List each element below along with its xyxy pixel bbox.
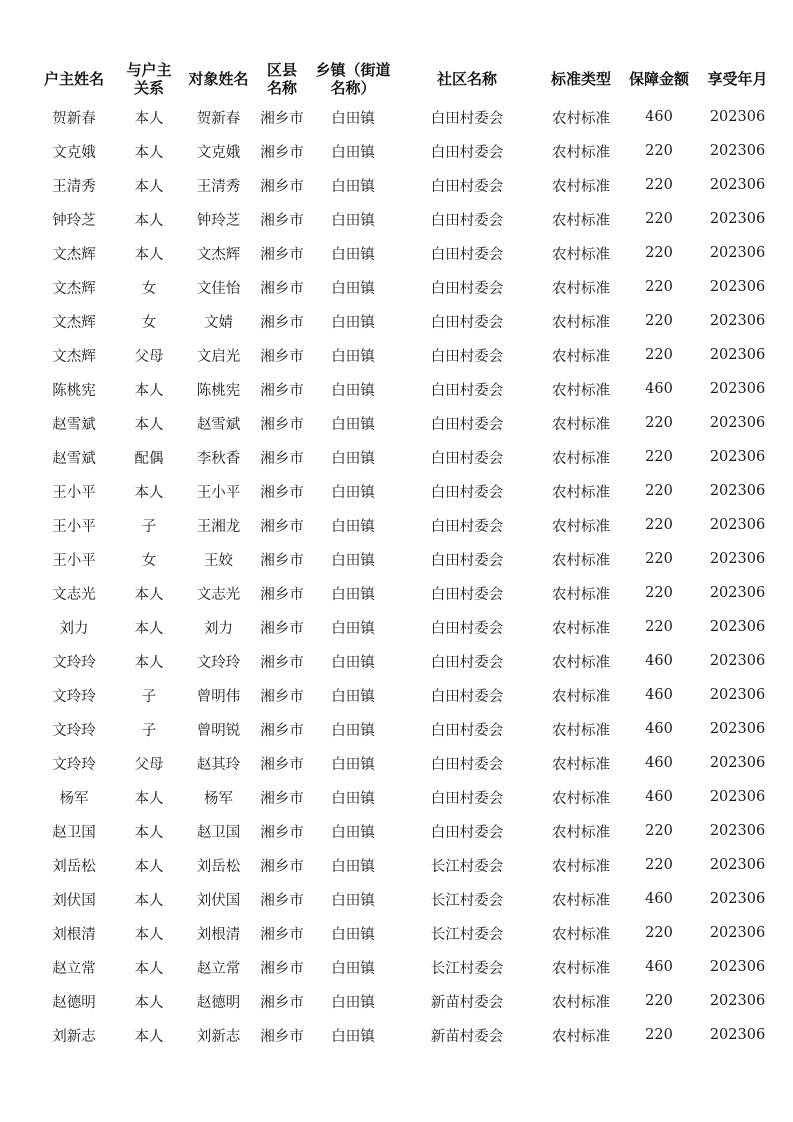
amount-cell: 220 [645, 857, 673, 873]
subsidy-roster-table [30, 58, 784, 1052]
town-cell: 白田镇 [331, 382, 375, 399]
town-cell: 白田镇 [331, 790, 375, 807]
town-cell: 白田镇 [331, 144, 375, 161]
table-row [30, 134, 784, 168]
town-cell: 白田镇 [331, 654, 375, 671]
town-cell: 白田镇 [331, 416, 375, 433]
year-month-cell: 202306 [709, 109, 766, 125]
year-month-cell: 202306 [709, 449, 766, 465]
year-month-cell: 202306 [709, 517, 766, 533]
table-header-row [30, 58, 784, 100]
standard-type-cell: 农村标准 [552, 960, 610, 977]
relation-cell: 女 [141, 314, 157, 331]
recipient-name-cell: 文志光 [196, 586, 241, 603]
standard-type-cell: 农村标准 [552, 926, 610, 943]
community-cell: 白田村委会 [430, 314, 504, 331]
community-cell: 白田村委会 [430, 280, 504, 297]
town-cell: 白田镇 [331, 1028, 375, 1045]
relation-cell: 本人 [134, 960, 164, 977]
relation-cell: 子 [141, 518, 157, 535]
household-head-cell: 刘新志 [52, 1028, 96, 1045]
relation-cell: 子 [141, 722, 157, 739]
household-head-cell: 文杰辉 [52, 280, 96, 297]
table-row [30, 338, 784, 372]
standard-type-cell: 农村标准 [552, 382, 610, 399]
town-cell: 白田镇 [331, 110, 375, 127]
standard-type-cell: 农村标准 [552, 824, 610, 841]
town-cell: 白田镇 [331, 756, 375, 773]
relation-cell: 父母 [134, 756, 164, 773]
year-month-cell: 202306 [709, 279, 766, 295]
recipient-name-cell: 王姣 [204, 552, 233, 569]
header-recipient-name: 对象姓名 [188, 70, 249, 88]
district-cell: 湘乡市 [260, 110, 304, 127]
district-cell: 湘乡市 [260, 314, 304, 331]
town-cell: 白田镇 [331, 450, 375, 467]
relation-cell: 本人 [134, 178, 164, 195]
district-cell: 湘乡市 [260, 484, 304, 501]
community-cell: 长江村委会 [430, 960, 504, 977]
district-cell: 湘乡市 [260, 756, 304, 773]
standard-type-cell: 农村标准 [552, 790, 610, 807]
year-month-cell: 202306 [709, 959, 766, 975]
year-month-cell: 202306 [709, 823, 766, 839]
amount-cell: 220 [645, 449, 673, 465]
amount-cell: 220 [645, 823, 673, 839]
town-cell: 白田镇 [331, 314, 375, 331]
community-cell: 白田村委会 [430, 790, 504, 807]
household-head-cell: 陈桃宪 [52, 382, 96, 399]
town-cell: 白田镇 [331, 280, 375, 297]
header-standard-type: 标准类型 [550, 70, 611, 88]
relation-cell: 本人 [134, 858, 164, 875]
recipient-name-cell: 刘岳松 [196, 858, 241, 875]
household-head-cell: 文杰辉 [52, 246, 96, 263]
household-head-cell: 文志光 [52, 586, 96, 603]
district-cell: 湘乡市 [260, 1028, 304, 1045]
amount-cell: 220 [645, 347, 673, 363]
community-cell: 白田村委会 [430, 212, 504, 229]
district-cell: 湘乡市 [260, 382, 304, 399]
community-cell: 白田村委会 [430, 348, 504, 365]
recipient-name-cell: 赵德明 [196, 994, 241, 1011]
district-cell: 湘乡市 [260, 926, 304, 943]
year-month-cell: 202306 [709, 347, 766, 363]
town-cell: 白田镇 [331, 178, 375, 195]
year-month-cell: 202306 [709, 143, 766, 159]
amount-cell: 220 [645, 177, 673, 193]
relation-cell: 本人 [134, 382, 164, 399]
recipient-name-cell: 曾明伟 [196, 688, 241, 705]
community-cell: 白田村委会 [430, 722, 504, 739]
recipient-name-cell: 赵雪斌 [196, 416, 241, 433]
recipient-name-cell: 李秋香 [196, 450, 241, 467]
standard-type-cell: 农村标准 [552, 654, 610, 671]
standard-type-cell: 农村标准 [552, 110, 610, 127]
standard-type-cell: 农村标准 [552, 212, 610, 229]
household-head-cell: 王小平 [52, 484, 96, 501]
relation-cell: 本人 [134, 586, 164, 603]
amount-cell: 220 [645, 245, 673, 261]
community-cell: 白田村委会 [430, 382, 504, 399]
header-household-head: 户主姓名 [43, 70, 104, 88]
table-row [30, 236, 784, 270]
community-cell: 白田村委会 [430, 688, 504, 705]
standard-type-cell: 农村标准 [552, 246, 610, 263]
household-head-cell: 王小平 [52, 518, 96, 535]
community-cell: 白田村委会 [430, 144, 504, 161]
community-cell: 白田村委会 [430, 756, 504, 773]
household-head-cell: 王小平 [52, 552, 96, 569]
amount-cell: 460 [645, 109, 673, 125]
year-month-cell: 202306 [709, 1027, 766, 1043]
household-head-cell: 文杰辉 [52, 348, 96, 365]
recipient-name-cell: 赵卫国 [196, 824, 241, 841]
relation-cell: 子 [141, 688, 157, 705]
amount-cell: 220 [645, 517, 673, 533]
table-row [30, 202, 784, 236]
amount-cell: 460 [645, 789, 673, 805]
table-row [30, 610, 784, 644]
town-cell: 白田镇 [331, 824, 375, 841]
year-month-cell: 202306 [709, 211, 766, 227]
standard-type-cell: 农村标准 [552, 484, 610, 501]
amount-cell: 460 [645, 891, 673, 907]
recipient-name-cell: 赵立常 [196, 960, 241, 977]
standard-type-cell: 农村标准 [552, 1028, 610, 1045]
town-cell: 白田镇 [331, 688, 375, 705]
standard-type-cell: 农村标准 [552, 450, 610, 467]
town-cell: 白田镇 [331, 348, 375, 365]
district-cell: 湘乡市 [260, 722, 304, 739]
relation-cell: 女 [141, 280, 157, 297]
recipient-name-cell: 曾明锐 [196, 722, 241, 739]
year-month-cell: 202306 [709, 721, 766, 737]
amount-cell: 220 [645, 619, 673, 635]
relation-cell: 本人 [134, 144, 164, 161]
community-cell: 白田村委会 [430, 246, 504, 263]
household-head-cell: 赵德明 [52, 994, 96, 1011]
recipient-name-cell: 贺新春 [196, 110, 241, 127]
year-month-cell: 202306 [709, 313, 766, 329]
table-row [30, 950, 784, 984]
town-cell: 白田镇 [331, 586, 375, 603]
recipient-name-cell: 杨军 [204, 790, 233, 807]
year-month-cell: 202306 [709, 245, 766, 261]
town-cell: 白田镇 [331, 722, 375, 739]
community-cell: 新苗村委会 [430, 994, 504, 1011]
district-cell: 湘乡市 [260, 450, 304, 467]
standard-type-cell: 农村标准 [552, 280, 610, 297]
household-head-cell: 刘根清 [52, 926, 96, 943]
district-cell: 湘乡市 [260, 416, 304, 433]
community-cell: 长江村委会 [430, 926, 504, 943]
year-month-cell: 202306 [709, 925, 766, 941]
standard-type-cell: 农村标准 [552, 314, 610, 331]
table-row [30, 372, 784, 406]
town-cell: 白田镇 [331, 926, 375, 943]
year-month-cell: 202306 [709, 891, 766, 907]
standard-type-cell: 农村标准 [552, 722, 610, 739]
town-cell: 白田镇 [331, 212, 375, 229]
table-row [30, 168, 784, 202]
recipient-name-cell: 文启光 [196, 348, 241, 365]
household-head-cell: 刘力 [59, 620, 89, 637]
district-cell: 湘乡市 [260, 960, 304, 977]
household-head-cell: 文玲玲 [52, 722, 96, 739]
standard-type-cell: 农村标准 [552, 892, 610, 909]
amount-cell: 220 [645, 211, 673, 227]
relation-cell: 本人 [134, 416, 164, 433]
table-row [30, 712, 784, 746]
table-row [30, 916, 784, 950]
district-cell: 湘乡市 [260, 620, 304, 637]
header-district: 区县 名称 [266, 61, 297, 97]
header-year-month: 享受年月 [707, 70, 768, 88]
community-cell: 白田村委会 [430, 620, 504, 637]
amount-cell: 460 [645, 653, 673, 669]
district-cell: 湘乡市 [260, 654, 304, 671]
standard-type-cell: 农村标准 [552, 416, 610, 433]
table-body [30, 100, 784, 1052]
district-cell: 湘乡市 [260, 586, 304, 603]
year-month-cell: 202306 [709, 789, 766, 805]
town-cell: 白田镇 [331, 858, 375, 875]
recipient-name-cell: 文玲玲 [196, 654, 241, 671]
amount-cell: 460 [645, 381, 673, 397]
relation-cell: 本人 [134, 1028, 164, 1045]
table-row [30, 984, 784, 1018]
amount-cell: 220 [645, 925, 673, 941]
district-cell: 湘乡市 [260, 552, 304, 569]
community-cell: 白田村委会 [430, 484, 504, 501]
household-head-cell: 文玲玲 [52, 688, 96, 705]
standard-type-cell: 农村标准 [552, 518, 610, 535]
relation-cell: 本人 [134, 790, 164, 807]
recipient-name-cell: 王湘龙 [196, 518, 241, 535]
relation-cell: 本人 [134, 620, 164, 637]
amount-cell: 220 [645, 993, 673, 1009]
relation-cell: 本人 [134, 892, 164, 909]
year-month-cell: 202306 [709, 857, 766, 873]
relation-cell: 本人 [134, 654, 164, 671]
table-row [30, 848, 784, 882]
standard-type-cell: 农村标准 [552, 178, 610, 195]
table-row [30, 440, 784, 474]
household-head-cell: 刘岳松 [52, 858, 96, 875]
household-head-cell: 赵立常 [52, 960, 96, 977]
header-relation: 与户主 关系 [126, 61, 172, 97]
table-row [30, 576, 784, 610]
recipient-name-cell: 王清秀 [196, 178, 241, 195]
district-cell: 湘乡市 [260, 688, 304, 705]
relation-cell: 女 [141, 552, 157, 569]
amount-cell: 460 [645, 687, 673, 703]
community-cell: 白田村委会 [430, 586, 504, 603]
amount-cell: 220 [645, 415, 673, 431]
standard-type-cell: 农村标准 [552, 858, 610, 875]
amount-cell: 460 [645, 959, 673, 975]
district-cell: 湘乡市 [260, 348, 304, 365]
amount-cell: 220 [645, 585, 673, 601]
district-cell: 湘乡市 [260, 212, 304, 229]
year-month-cell: 202306 [709, 415, 766, 431]
relation-cell: 本人 [134, 212, 164, 229]
relation-cell: 本人 [134, 246, 164, 263]
town-cell: 白田镇 [331, 892, 375, 909]
relation-cell: 父母 [134, 348, 164, 365]
district-cell: 湘乡市 [260, 892, 304, 909]
standard-type-cell: 农村标准 [552, 144, 610, 161]
amount-cell: 220 [645, 279, 673, 295]
year-month-cell: 202306 [709, 619, 766, 635]
amount-cell: 220 [645, 143, 673, 159]
community-cell: 白田村委会 [430, 824, 504, 841]
recipient-name-cell: 文克娥 [196, 144, 241, 161]
community-cell: 白田村委会 [430, 654, 504, 671]
recipient-name-cell: 刘伏国 [196, 892, 241, 909]
recipient-name-cell: 赵其玲 [196, 756, 241, 773]
amount-cell: 220 [645, 483, 673, 499]
amount-cell: 460 [645, 755, 673, 771]
community-cell: 白田村委会 [430, 552, 504, 569]
relation-cell: 本人 [134, 824, 164, 841]
household-head-cell: 赵雪斌 [52, 416, 96, 433]
household-head-cell: 贺新春 [52, 110, 96, 127]
recipient-name-cell: 陈桃宪 [196, 382, 241, 399]
amount-cell: 220 [645, 551, 673, 567]
standard-type-cell: 农村标准 [552, 552, 610, 569]
district-cell: 湘乡市 [260, 178, 304, 195]
recipient-name-cell: 钟玲芝 [196, 212, 241, 229]
table-row [30, 1018, 784, 1052]
community-cell: 白田村委会 [430, 518, 504, 535]
recipient-name-cell: 文杰辉 [196, 246, 241, 263]
relation-cell: 本人 [134, 110, 164, 127]
header-town: 乡镇（街道 名称） [315, 61, 391, 97]
town-cell: 白田镇 [331, 960, 375, 977]
amount-cell: 220 [645, 1027, 673, 1043]
table-row [30, 508, 784, 542]
town-cell: 白田镇 [331, 246, 375, 263]
town-cell: 白田镇 [331, 552, 375, 569]
year-month-cell: 202306 [709, 585, 766, 601]
district-cell: 湘乡市 [260, 280, 304, 297]
community-cell: 白田村委会 [430, 110, 504, 127]
town-cell: 白田镇 [331, 484, 375, 501]
table-row [30, 746, 784, 780]
household-head-cell: 王清秀 [52, 178, 96, 195]
amount-cell: 460 [645, 721, 673, 737]
year-month-cell: 202306 [709, 483, 766, 499]
table-row [30, 304, 784, 338]
standard-type-cell: 农村标准 [552, 620, 610, 637]
table-row [30, 814, 784, 848]
header-amount: 保障金额 [628, 70, 689, 88]
table-row [30, 644, 784, 678]
table-row [30, 882, 784, 916]
town-cell: 白田镇 [331, 994, 375, 1011]
district-cell: 湘乡市 [260, 824, 304, 841]
district-cell: 湘乡市 [260, 246, 304, 263]
community-cell: 白田村委会 [430, 450, 504, 467]
district-cell: 湘乡市 [260, 858, 304, 875]
town-cell: 白田镇 [331, 518, 375, 535]
relation-cell: 本人 [134, 484, 164, 501]
town-cell: 白田镇 [331, 620, 375, 637]
year-month-cell: 202306 [709, 381, 766, 397]
table-row [30, 100, 784, 134]
relation-cell: 本人 [134, 994, 164, 1011]
household-head-cell: 杨军 [59, 790, 89, 807]
household-head-cell: 文玲玲 [52, 756, 96, 773]
year-month-cell: 202306 [709, 687, 766, 703]
amount-cell: 220 [645, 313, 673, 329]
relation-cell: 配偶 [134, 450, 164, 467]
recipient-name-cell: 刘力 [204, 620, 233, 637]
recipient-name-cell: 文佳怡 [196, 280, 241, 297]
household-head-cell: 文克娥 [52, 144, 96, 161]
community-cell: 长江村委会 [430, 858, 504, 875]
standard-type-cell: 农村标准 [552, 756, 610, 773]
year-month-cell: 202306 [709, 993, 766, 1009]
household-head-cell: 文杰辉 [52, 314, 96, 331]
community-cell: 白田村委会 [430, 178, 504, 195]
table-row [30, 474, 784, 508]
district-cell: 湘乡市 [260, 790, 304, 807]
year-month-cell: 202306 [709, 755, 766, 771]
recipient-name-cell: 文婧 [204, 314, 233, 331]
district-cell: 湘乡市 [260, 518, 304, 535]
standard-type-cell: 农村标准 [552, 348, 610, 365]
district-cell: 湘乡市 [260, 994, 304, 1011]
recipient-name-cell: 刘根清 [196, 926, 241, 943]
community-cell: 长江村委会 [430, 892, 504, 909]
district-cell: 湘乡市 [260, 144, 304, 161]
table-row [30, 270, 784, 304]
household-head-cell: 赵雪斌 [52, 450, 96, 467]
year-month-cell: 202306 [709, 551, 766, 567]
year-month-cell: 202306 [709, 653, 766, 669]
standard-type-cell: 农村标准 [552, 688, 610, 705]
table-row [30, 678, 784, 712]
household-head-cell: 赵卫国 [52, 824, 96, 841]
community-cell: 新苗村委会 [430, 1028, 504, 1045]
year-month-cell: 202306 [709, 177, 766, 193]
household-head-cell: 刘伏国 [52, 892, 96, 909]
table-row [30, 406, 784, 440]
recipient-name-cell: 王小平 [196, 484, 241, 501]
standard-type-cell: 农村标准 [552, 586, 610, 603]
header-community: 社区名称 [436, 70, 497, 88]
relation-cell: 本人 [134, 926, 164, 943]
recipient-name-cell: 刘新志 [196, 1028, 241, 1045]
table-row [30, 542, 784, 576]
standard-type-cell: 农村标准 [552, 994, 610, 1011]
community-cell: 白田村委会 [430, 416, 504, 433]
household-head-cell: 文玲玲 [52, 654, 96, 671]
household-head-cell: 钟玲芝 [52, 212, 96, 229]
table-row [30, 780, 784, 814]
